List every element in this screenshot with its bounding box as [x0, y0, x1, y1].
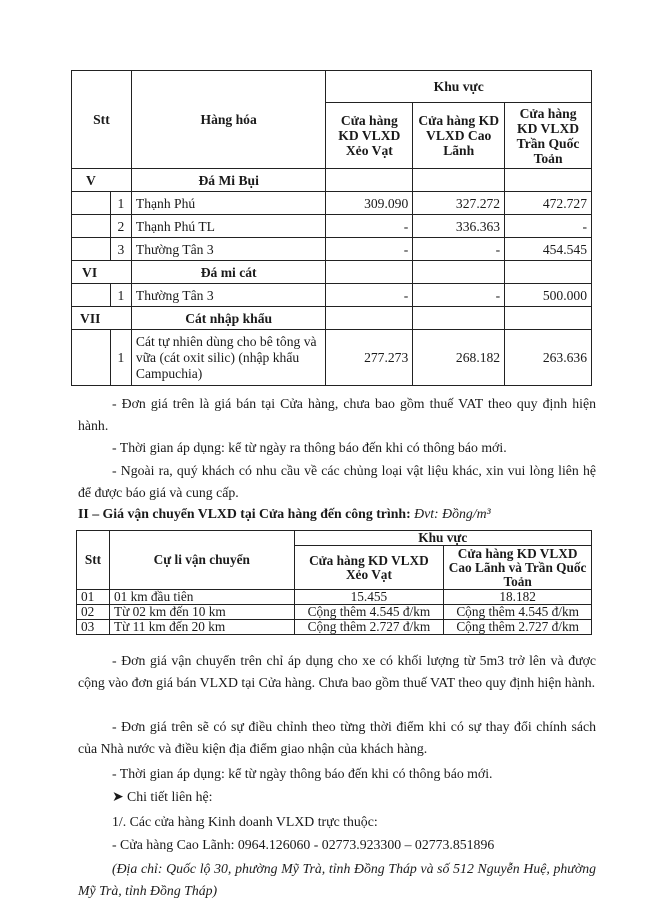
header-store-cao-lanh: Cửa hàng KD VLXD Cao Lãnh [413, 103, 505, 169]
group-name: Đá Mi Bụi [131, 169, 326, 192]
note-price: - Đơn giá trên là giá bán tại Cửa hàng, chưa bao gồm thuế VAT theo quy định hiện hành. [78, 396, 596, 433]
row-no: 1 [110, 284, 131, 307]
row-no: 3 [110, 238, 131, 261]
note-period: - Thời gian áp dụng: kể từ ngày ra thông báo đến khi có thông báo mới. [112, 440, 507, 455]
price-cell: 454.545 [505, 238, 592, 261]
row-distance: Từ 02 km đến 10 km [109, 605, 294, 620]
group-name: Cát nhập khẩu [131, 307, 326, 330]
row-distance: Từ 11 km đến 20 km [109, 620, 294, 635]
row-name: Thường Tân 3 [131, 238, 326, 261]
note-adjustment: - Đơn giá trên sẽ có sự điều chỉnh theo từng thời điểm khi có sự thay đổi chính sách của Nhà nước và điều kiện địa điểm giao nhận của khách hàng. [78, 719, 596, 756]
price-cell: 327.272 [413, 192, 505, 215]
price-cell: 336.363 [413, 215, 505, 238]
row-name: Thạnh Phú [131, 192, 326, 215]
group-row [72, 261, 592, 284]
row-no: 1 [110, 192, 131, 215]
price-cell: 500.000 [505, 284, 592, 307]
row-name: Cát tự nhiên dùng cho bê tông và vữa (cát oxit silic) (nhập khẩu Campuchia) [131, 330, 326, 386]
price-cell: - [505, 215, 592, 238]
table-row [77, 620, 592, 635]
header-store-tran-quoc-toan: Cửa hàng KD VLXD Trần Quốc Toản [505, 103, 592, 169]
header-goods: Hàng hóa [131, 71, 326, 169]
table-row [72, 284, 592, 307]
section-heading [78, 506, 491, 522]
price-cell: 263.636 [505, 330, 592, 386]
rate-cell: Cộng thêm 2.727 đ/km [444, 620, 592, 635]
rate-cell: 15.455 [294, 590, 444, 605]
group-roman: VII [72, 307, 132, 330]
group-row [72, 169, 592, 192]
row-name: Thạnh Phú TL [131, 215, 326, 238]
price-cell: - [413, 238, 505, 261]
header-store-xeo-vat: Cửa hàng KD VLXD Xẻo Vạt [326, 103, 413, 169]
contact-heading: ➤ Chi tiết liên hệ: [112, 789, 213, 804]
header-region: Khu vực [326, 71, 592, 103]
rate-cell: Cộng thêm 4.545 đ/km [444, 605, 592, 620]
price-cell: 472.727 [505, 192, 592, 215]
header-stt: Stt [72, 71, 132, 169]
note-transport: - Đơn giá vận chuyển trên chỉ áp dụng cho xe có khối lượng từ 5m3 trở lên và được cộng vào đơn giá bán VLXD tại Cửa hàng. Chưa bao gồm thuế VAT theo quy định hiện hành. [78, 653, 596, 690]
row-no: 2 [110, 215, 131, 238]
header-cao-lanh-tqt: Cửa hàng KD VLXD Cao Lãnh và Trần Quốc Toản [444, 546, 592, 590]
price-cell: - [326, 238, 413, 261]
table-row [72, 215, 592, 238]
row-name: Thường Tân 3 [131, 284, 326, 307]
price-cell: 309.090 [326, 192, 413, 215]
rate-cell: Cộng thêm 4.545 đ/km [294, 605, 444, 620]
price-cell: - [413, 284, 505, 307]
price-cell: - [326, 215, 413, 238]
group-name: Đá mi cát [131, 261, 326, 284]
price-cell: - [326, 284, 413, 307]
header-stt: Stt [77, 531, 110, 590]
row-no: 01 [77, 590, 110, 605]
transport-table [76, 530, 592, 635]
price-cell: 277.273 [326, 330, 413, 386]
header-distance: Cự li vận chuyển [109, 531, 294, 590]
group-roman: V [72, 169, 132, 192]
rate-cell: 18.182 [444, 590, 592, 605]
header-region: Khu vực [294, 531, 591, 546]
row-no: 03 [77, 620, 110, 635]
row-no: 02 [77, 605, 110, 620]
unit-label: Đvt: Đồng/m³ [414, 506, 491, 521]
section-title: II – Giá vận chuyển VLXD tại Cửa hàng đến công trình: [78, 506, 415, 521]
header-xeo-vat: Cửa hàng KD VLXD Xẻo Vạt [294, 546, 444, 590]
group-roman: VI [72, 261, 132, 284]
store-address: (Địa chỉ: Quốc lộ 30, phường Mỹ Trà, tỉnh Đồng Tháp và số 512 Nguyễn Huệ, phường Mỹ Trà, tỉnh Đồng Tháp) [78, 861, 596, 898]
table-row [72, 330, 592, 386]
table-row [77, 605, 592, 620]
row-no: 1 [110, 330, 131, 386]
group-row [72, 307, 592, 330]
price-table [71, 70, 592, 386]
rate-cell: Cộng thêm 2.727 đ/km [294, 620, 444, 635]
note-period-2: - Thời gian áp dụng: kể từ ngày thông báo đến khi có thông báo mới. [112, 766, 493, 781]
stores-heading: 1/. Các cửa hàng Kinh doanh VLXD trực thuộc: [112, 814, 378, 829]
table-row [72, 192, 592, 215]
note-other: - Ngoài ra, quý khách có nhu cầu về các chủng loại vật liệu khác, xin vui lòng liên hệ để được báo giá và cung cấp. [78, 463, 596, 500]
table-row [77, 590, 592, 605]
store-cao-lanh-phone: - Cửa hàng Cao Lãnh: 0964.126060 - 02773.923300 – 02773.851896 [112, 837, 495, 852]
row-distance: 01 km đầu tiên [109, 590, 294, 605]
price-cell: 268.182 [413, 330, 505, 386]
table-row [72, 238, 592, 261]
